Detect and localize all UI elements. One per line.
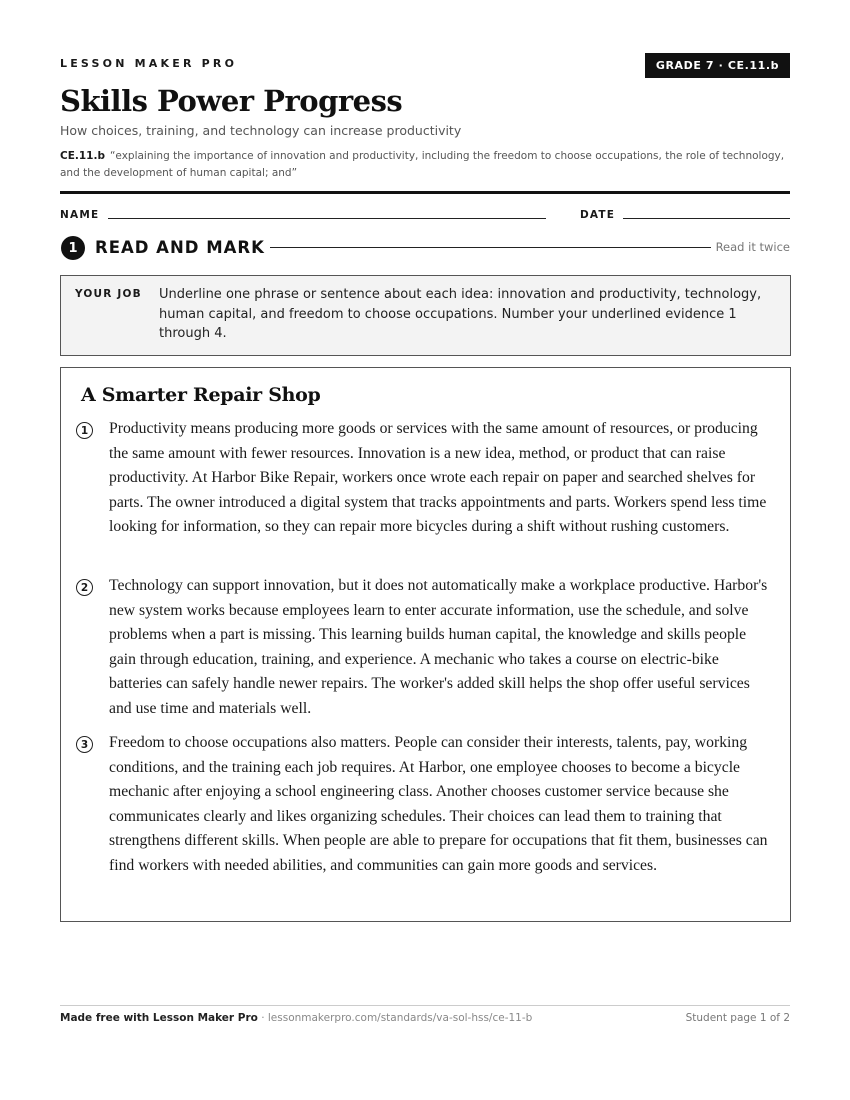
footer-credit bbox=[60, 1012, 532, 1024]
footer-url[interactable]: lessonmakerpro.com/standards/va-sol-hss/ce-11-b bbox=[267, 1012, 533, 1024]
paragraph-1: Productivity means producing more goods or services with the same amount of resources, or producing the same amount with fewer resources. Innovation is a new idea, method, or product that can raise productivity. At Harbor Bike Repair, workers once wrote each repair on paper and searched shelves for parts. The owner introduced a digital system that tracks appointments and parts. Workers spend less time looking for information, so they can repair more bicycles during a shift without rushing customers. bbox=[109, 420, 767, 535]
instructions-label: YOUR JOB bbox=[75, 288, 142, 300]
passage-title: A Smarter Repair Shop bbox=[81, 384, 321, 406]
footer-separator: · bbox=[257, 1012, 268, 1024]
date-field[interactable] bbox=[623, 218, 790, 219]
paragraph-2: Technology can support innovation, but it does not automatically make a workplace productive. Harbor's new system works because employees learn to enter accurate information, use the schedule, and solve problems when a part is missing. This learning builds human capital, the knowledge and skills people gain through education, training, and experience. A mechanic who takes a course on electric-bike batteries can safely handle newer repairs. The worker's added skill helps the shop offer useful services and use time and materials well. bbox=[109, 577, 768, 717]
paragraph-number-3: 3 bbox=[76, 736, 93, 753]
grade-badge: GRADE 7 · CE.11.b bbox=[645, 53, 790, 78]
standard-description bbox=[60, 148, 790, 182]
header-divider bbox=[60, 191, 790, 194]
paragraph-number-1: 1 bbox=[76, 422, 93, 439]
brand-name: LESSON MAKER PRO bbox=[60, 57, 238, 70]
standard-code: CE.11.b bbox=[60, 150, 105, 162]
reading-passage bbox=[60, 367, 791, 922]
page-indicator: Student page 1 of 2 bbox=[685, 1012, 790, 1024]
footer-divider bbox=[60, 1005, 790, 1006]
footer-made-with: Made free with Lesson Maker Pro bbox=[60, 1012, 258, 1024]
section-note: Read it twice bbox=[715, 240, 790, 254]
section-divider bbox=[270, 247, 711, 248]
worksheet-title: Skills Power Progress bbox=[60, 84, 403, 118]
name-label: NAME bbox=[60, 209, 100, 221]
worksheet-subtitle: How choices, training, and technology can increase productivity bbox=[60, 123, 462, 138]
instructions-text: Underline one phrase or sentence about each idea: innovation and productivity, technology, human capital, and freedom to choose occupations. Number your underlined evidence 1 through 4. bbox=[159, 287, 762, 341]
instructions-box bbox=[60, 275, 791, 356]
section-number-badge: 1 bbox=[61, 236, 85, 260]
section-title: READ AND MARK bbox=[95, 238, 265, 257]
paragraph-3: Freedom to choose occupations also matters. People can consider their interests, talents, pay, working conditions, and the training each job requires. At Harbor, one employee chooses to become a bicycle mechanic after enjoying a school engineering class. Another chooses customer service because she communicates clearly and likes organizing schedules. Their choices can lead them to training that strengthens different skills. When people are able to prepare for occupations that fit them, businesses can find workers with needed abilities, and communities can gain more goods and services. bbox=[109, 734, 768, 874]
paragraph-number-2: 2 bbox=[76, 579, 93, 596]
standard-text: “explaining the importance of innovation and productivity, including the freedom to choose occupations, the role of technology, and the development of human capital; and” bbox=[60, 150, 785, 179]
date-label: DATE bbox=[580, 209, 616, 221]
name-field[interactable] bbox=[108, 218, 546, 219]
